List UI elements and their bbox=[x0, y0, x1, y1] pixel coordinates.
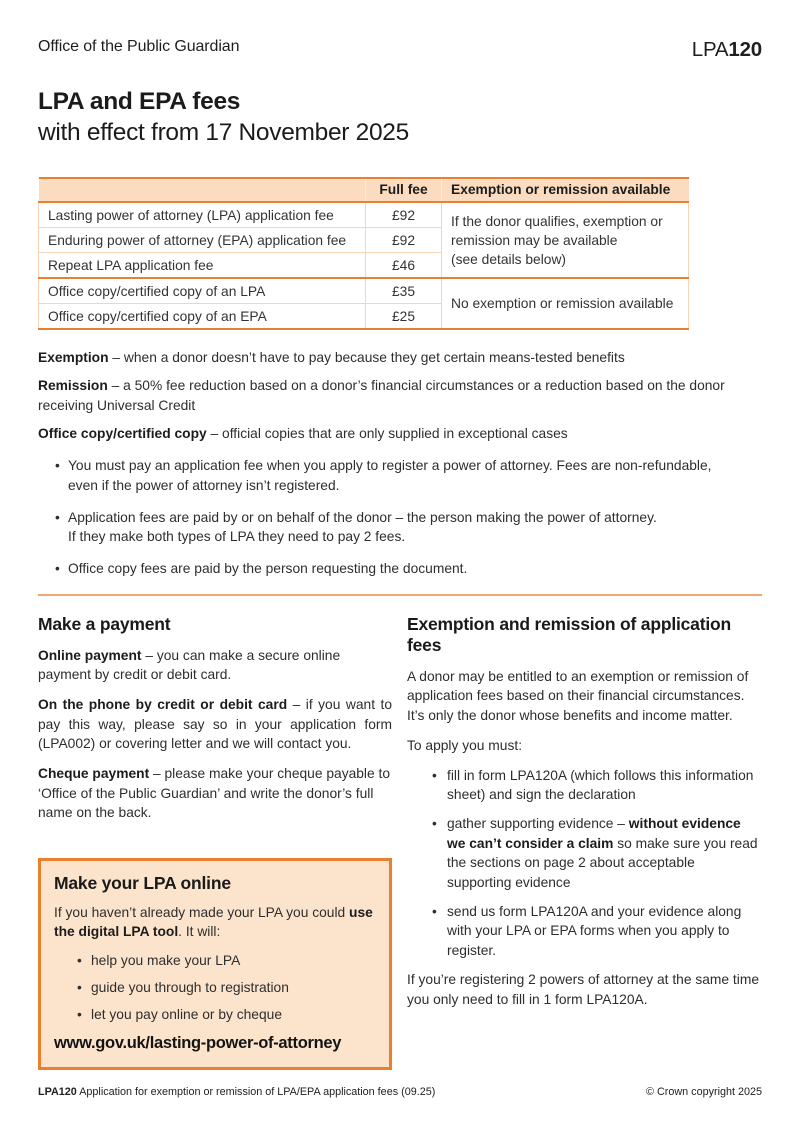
payment-lead: On the phone by credit or debit card bbox=[38, 697, 288, 713]
note-line: If they make both types of LPA they need to pay 2 fees. bbox=[68, 529, 406, 545]
page-title: LPA and EPA fees bbox=[38, 88, 241, 115]
table-header-description bbox=[39, 178, 366, 202]
fee-label: Enduring power of attorney (EPA) application fee bbox=[39, 228, 366, 253]
fee-label: Office copy/certified copy of an LPA bbox=[39, 278, 366, 304]
fee-value: £92 bbox=[366, 228, 442, 253]
payment-text: – please make your cheque payable to ‘Office of the Public Guardian’ and write the donor’s full name on the back. bbox=[38, 766, 391, 821]
note-line: • You must pay an application fee when you apply to register a power of attorney. Fees are non-refundable, bbox=[68, 458, 712, 474]
payment-lead: Online payment bbox=[38, 647, 142, 663]
definition-remission bbox=[38, 376, 762, 415]
table-row bbox=[39, 278, 689, 304]
definition-text: – official copies that are only supplied in exceptional cases bbox=[210, 425, 568, 441]
fee-label: Office copy/certified copy of an EPA bbox=[39, 304, 366, 330]
document-header bbox=[38, 38, 762, 62]
box-intro bbox=[54, 903, 376, 942]
document-footer bbox=[38, 1086, 762, 1098]
footer-code: LPA120 bbox=[38, 1086, 77, 1098]
bullet-pre: fill in form LPA120A (which follows this information sheet) and sign the declaration bbox=[447, 767, 754, 803]
form-code-number: 120 bbox=[728, 38, 762, 61]
exemption-bullet bbox=[407, 902, 762, 961]
note-item bbox=[38, 559, 762, 579]
exemption-intro: A donor may be entitled to an exemption or remission of application fees based on their financial circumstances. It’s only the donor whose benefits and income matter. bbox=[407, 668, 749, 723]
bullet-pre: gather supporting evidence – bbox=[447, 816, 629, 832]
note-item bbox=[38, 508, 762, 547]
box-bullet: • guide you through to registration bbox=[54, 978, 376, 998]
payment-text: – you can make a secure online payment by credit or debit card. bbox=[38, 647, 341, 683]
fee-label: Lasting power of attorney (LPA) application fee bbox=[39, 202, 366, 228]
footer-left bbox=[38, 1086, 435, 1098]
fees-table-header-row bbox=[39, 178, 689, 202]
exemption-cell-none: No exemption or remission available bbox=[442, 278, 689, 329]
exemption-bullet bbox=[407, 766, 762, 805]
table-header-full-fee: Full fee bbox=[366, 178, 442, 202]
definition-text: – when a donor doesn’t have to pay because they get certain means-tested benefits bbox=[112, 350, 625, 366]
payment-paragraph-online bbox=[38, 646, 392, 685]
box-bullet: • help you make your LPA bbox=[54, 951, 376, 971]
box-intro-bold: use the digital LPA tool bbox=[54, 904, 373, 940]
bullet-bold: without evidence we can’t consider a claim bbox=[447, 816, 741, 851]
two-column-section bbox=[38, 614, 762, 1071]
lpa-online-box bbox=[38, 858, 392, 1071]
exemption-cell-line1: If the donor qualifies, exemption or remission may be available bbox=[451, 213, 663, 248]
payment-paragraph-phone bbox=[38, 695, 392, 754]
box-intro-post: . It will: bbox=[178, 924, 221, 940]
payment-paragraph-cheque bbox=[38, 764, 392, 823]
table-header-exemption: Exemption or remission available bbox=[442, 178, 689, 202]
make-payment-heading: Make a payment bbox=[38, 613, 171, 634]
section-divider bbox=[38, 594, 762, 596]
fee-value: £35 bbox=[366, 278, 442, 304]
org-name: Office of the Public Guardian bbox=[38, 38, 240, 55]
payment-lead: Cheque payment bbox=[38, 766, 150, 782]
copyright-text: © Crown copyright 2025 bbox=[646, 1086, 762, 1098]
definitions-section bbox=[38, 348, 762, 443]
note-item bbox=[38, 456, 762, 495]
box-bullet: • let you pay online or by cheque bbox=[54, 1005, 376, 1025]
definition-term: Office copy/certified copy bbox=[38, 425, 207, 441]
box-bullet-list bbox=[54, 951, 376, 1025]
notes-list bbox=[38, 456, 762, 579]
title-block bbox=[38, 88, 762, 147]
table-row bbox=[39, 202, 689, 228]
footer-text: Application for exemption or remission of LPA/EPA application fees (09.25) bbox=[76, 1086, 436, 1098]
fees-table bbox=[38, 177, 689, 330]
apply-lead: To apply you must: bbox=[407, 737, 523, 753]
exemption-bullet bbox=[407, 814, 762, 892]
box-intro-pre: If you haven’t already made your LPA you could bbox=[54, 904, 350, 920]
definition-term: Exemption bbox=[38, 350, 109, 366]
exemption-cell-qualifies bbox=[442, 202, 689, 278]
payment-text: – if you want to pay this way, please say so in your application form (LPA002) or covering letter and we will contact you. bbox=[38, 697, 393, 752]
definition-exemption bbox=[38, 348, 762, 368]
exemption-section-heading: Exemption and remission of application fees bbox=[407, 613, 731, 655]
exemption-column bbox=[407, 614, 762, 1071]
note-line: even if the power of attorney isn’t registered. bbox=[68, 477, 340, 493]
fee-label: Repeat LPA application fee bbox=[39, 253, 366, 279]
note-line: • Application fees are paid by or on behalf of the donor – the person making the power of attorney. bbox=[68, 509, 657, 525]
bullet-post: so make sure you read the sections on page 2 about acceptable supporting evidence bbox=[447, 835, 758, 890]
bullet-pre: send us form LPA120A and your evidence along with your LPA or EPA forms when you apply to register. bbox=[447, 903, 742, 958]
lpa-url-link[interactable]: www.gov.uk/lasting-power-of-attorney bbox=[54, 1034, 342, 1053]
form-code bbox=[692, 38, 762, 62]
fee-value: £25 bbox=[366, 304, 442, 330]
fee-value: £46 bbox=[366, 253, 442, 279]
definition-text: – a 50% fee reduction based on a donor’s financial circumstances or a reduction based on the donor receiving Universal Credit bbox=[38, 378, 725, 413]
exemption-outro: If you’re registering 2 powers of attorney at the same time you only need to fill in 1 form LPA120A. bbox=[407, 972, 759, 1007]
exemption-cell-line2: (see details below) bbox=[451, 251, 567, 267]
definition-office-copy bbox=[38, 424, 762, 444]
box-heading: Make your LPA online bbox=[54, 872, 231, 893]
fee-value: £92 bbox=[366, 202, 442, 228]
note-line: • Office copy fees are paid by the person requesting the document. bbox=[68, 561, 468, 577]
make-payment-column bbox=[38, 614, 392, 1071]
definition-term: Remission bbox=[38, 378, 108, 394]
form-code-prefix: LPA bbox=[691, 38, 729, 61]
page-subtitle: with effect from 17 November 2025 bbox=[38, 119, 409, 147]
exemption-bullet-list bbox=[407, 766, 762, 961]
